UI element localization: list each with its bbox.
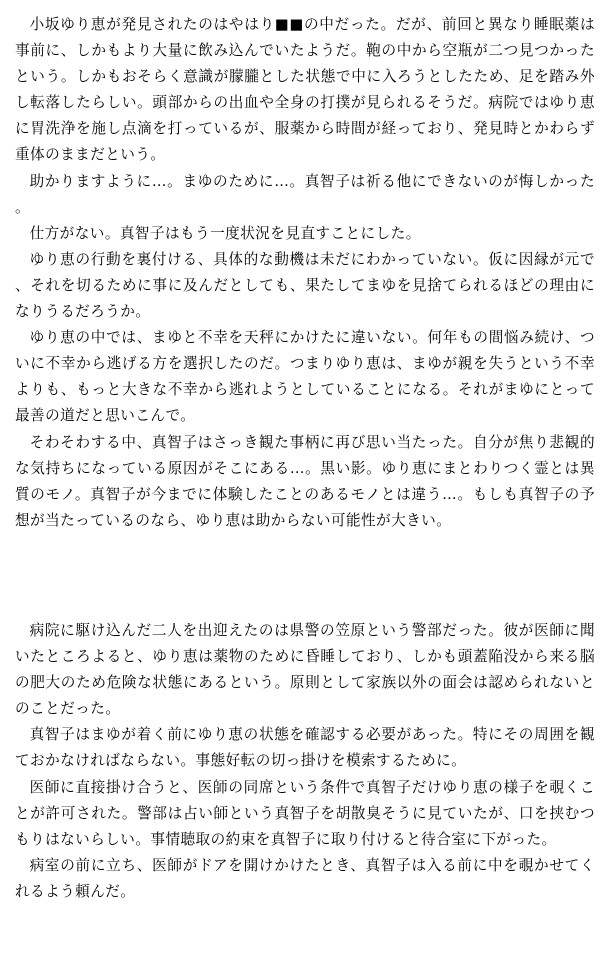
- paragraph: 小坂ゆり恵が発見されたのはやはり■■の中だった。だが、前回と異なり睡眠薬は事前に、しかもより大量に飲み込んでいたようだ。鞄の中から空瓶が二つ見つかったという。しかもおそらく意識が朦朧とした状態で中に入ろうとしたため、足を踏み外し転落したらしい。頭部からの出血や全身の打撲が見られるそうだ。病院ではゆり恵に胃洗浄を施し点滴を打っているが、服薬から時間が経っており、発見時とかわらず重体のままだという。: [15, 16, 595, 164]
- paragraph: 助かりますように…。まゆのために…。真智子は祈る他にできないのが悔しかった。: [15, 172, 595, 216]
- text-section-2: [15, 618, 595, 905]
- paragraph: そわそわする中、真智子はさっき観た事柄に再び思い当たった。自分が焦り悲観的な気持ちになっている原因がそこにある…。黒い影。ゆり恵にまとわりつく霊とは異質のモノ。真智子が今までに体験したことのあるモノとは違う…。もしも真智子の予想が当たっているのなら、ゆり恵は助からない可能性が大きい。: [15, 433, 595, 529]
- paragraph: 病室の前に立ち、医師がドアを開けかけたとき、真智子は入る前に中を覗かせてくれるよう頼んだ。: [15, 856, 595, 900]
- paragraph: ゆり恵の行動を裏付ける、具体的な動機は未だにわかっていない。仮に因縁が元で、それを切るために事に及んだとしても、果たしてまゆを見捨てられるほどの理由になりうるだろうか。: [15, 250, 595, 321]
- paragraph: 仕方がない。真智子はもう一度状況を見直すことにした。: [29, 224, 421, 242]
- paragraph: ゆり恵の中では、まゆと不幸を天秤にかけたに違いない。何年もの間悩み続け、ついに不幸から逃げる方を選択したのだ。つまりゆり恵は、まゆが親を失うという不幸よりも、もっと大きな不幸から逃れようとしていることになる。それがまゆにとって最善の道だと思いこんで。: [15, 329, 595, 425]
- paragraph: 医師に直接掛け合うと、医師の同席という条件で真智子だけゆり恵の様子を覗くことが許可された。警部は占い師という真智子を胡散臭そうに見ていたが、口を挟むつもりはないらしい。事情聴取の約束を真智子に取り付けると待合室に下がった。: [15, 778, 595, 848]
- paragraph: 真智子はまゆが着く前にゆり恵の状態を確認する必要があった。特にその周囲を観ておかなければならない。事態好転の切っ掛けを模索するために。: [15, 726, 595, 770]
- paragraph: 病院に駆け込んだ二人を出迎えたのは県警の笠原という警部だった。彼が医師に聞いたところよると、ゆり恵は薬物のために昏睡しており、しかも頭蓋陥没から来る脳の肥大のため危険な状態にあるという。原則として家族以外の面会は認められないとのことだった。: [15, 622, 595, 718]
- text-section-1: [15, 12, 595, 534]
